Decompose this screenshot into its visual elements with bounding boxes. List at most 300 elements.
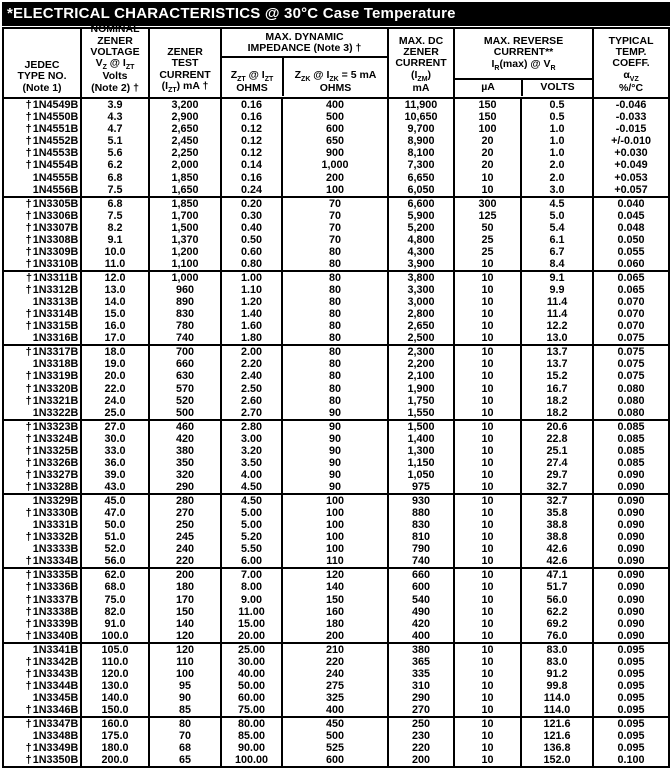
cell-ir_max_ua: 20: [454, 147, 521, 159]
cell-zzt_at_izt_ohms: 4.00: [221, 469, 282, 481]
table-row: [3, 519, 669, 531]
dagger-mark: †: [25, 456, 32, 469]
cell-jedec-type-no: [3, 123, 81, 135]
cell-vr_volts: 11.4: [521, 308, 593, 320]
cell-jedec-type-no: [3, 258, 81, 271]
cell-max_dc_zener_current: 790: [388, 543, 454, 555]
table-row: [3, 135, 669, 147]
cell-zzt_at_izt_ohms: 40.00: [221, 668, 282, 680]
cell-max_dc_zener_current: 8,900: [388, 135, 454, 147]
cell-zzk_at_izk_ohms: 90: [282, 481, 388, 494]
cell-vr_volts: 13.7: [521, 358, 593, 370]
cell-jedec-type-no: [3, 457, 81, 469]
part-number: 1N3334B: [32, 555, 79, 568]
cell-ir_max_ua: 10: [454, 555, 521, 568]
zzk-formula: $Z_{ZK}$ @ $I_{ZK} = 5$ mA: [294, 68, 377, 83]
cell-zzk_at_izk_ohms: 110: [282, 555, 388, 568]
part-number: 1N3319B: [32, 370, 79, 383]
dagger-mark: †: [25, 283, 32, 296]
cell-vr_volts: 15.2: [521, 370, 593, 382]
cell-zzt_at_izt_ohms: 2.20: [221, 358, 282, 370]
cell-ir_max_ua: 10: [454, 643, 521, 656]
cell-jedec-type-no: [3, 320, 81, 332]
table-row: [3, 284, 669, 296]
cell-temp_coeff: 0.080: [593, 407, 669, 420]
cell-ir_max_ua: 10: [454, 704, 521, 717]
col-header-typical-temp-coeff: TYPICAL TEMP. COEFF. $\alpha_{VZ}$ %/°C: [593, 28, 669, 98]
cell-zzk_at_izk_ohms: 80: [282, 296, 388, 308]
table-row: [3, 469, 669, 481]
cell-nominal_zener_voltage: 30.0: [81, 433, 149, 445]
cell-temp_coeff: +/-0.010: [593, 135, 669, 147]
cell-nominal_zener_voltage: 7.5: [81, 210, 149, 222]
cell-nominal_zener_voltage: 22.0: [81, 383, 149, 395]
cell-jedec-type-no: [3, 568, 81, 581]
dagger-mark: †: [25, 629, 32, 642]
col-header-jedec-type: JEDEC TYPE NO. (Note 1): [3, 28, 81, 98]
cell-temp_coeff: 0.090: [593, 531, 669, 543]
part-number: 1N3312B: [32, 283, 79, 296]
datasheet-table: [2, 23, 670, 768]
cell-zzk_at_izk_ohms: 140: [282, 581, 388, 593]
cell-zener_test_current: 570: [149, 383, 221, 395]
cell-zener_test_current: 100: [149, 668, 221, 680]
cell-vr_volts: 91.2: [521, 668, 593, 680]
cell-jedec-type-no: [3, 581, 81, 593]
cell-jedec-type-no: [3, 284, 81, 296]
cell-max_dc_zener_current: 1,500: [388, 420, 454, 433]
cell-temp_coeff: 0.048: [593, 222, 669, 234]
cell-max_dc_zener_current: 250: [388, 717, 454, 730]
cell-temp_coeff: +0.057: [593, 184, 669, 197]
cell-vr_volts: 99.8: [521, 680, 593, 692]
cell-ir_max_ua: 10: [454, 568, 521, 581]
cell-nominal_zener_voltage: 25.0: [81, 407, 149, 420]
table-row: [3, 668, 669, 680]
cell-vr_volts: 27.4: [521, 457, 593, 469]
cell-temp_coeff: 0.090: [593, 594, 669, 606]
cell-temp_coeff: 0.070: [593, 296, 669, 308]
cell-zener_test_current: 280: [149, 494, 221, 507]
cell-vr_volts: 32.7: [521, 481, 593, 494]
dagger-mark: †: [25, 221, 32, 234]
cell-max_dc_zener_current: 1,150: [388, 457, 454, 469]
cell-zener_test_current: 90: [149, 692, 221, 704]
cell-zener_test_current: 780: [149, 320, 221, 332]
cell-zzk_at_izk_ohms: 650: [282, 135, 388, 147]
cell-vr_volts: 9.1: [521, 271, 593, 284]
cell-zener_test_current: 420: [149, 433, 221, 445]
cell-zener_test_current: 110: [149, 656, 221, 668]
cell-zener_test_current: 830: [149, 308, 221, 320]
cell-zener_test_current: 68: [149, 742, 221, 754]
cell-jedec-type-no: [3, 445, 81, 457]
part-number: 1N3321B: [32, 394, 79, 407]
cell-nominal_zener_voltage: 13.0: [81, 284, 149, 296]
cell-zzt_at_izt_ohms: 7.00: [221, 568, 282, 581]
cell-ir_max_ua: 25: [454, 246, 521, 258]
cell-jedec-type-no: [3, 630, 81, 643]
izt-formula: $(I_{ZT})$ mA †: [161, 79, 209, 94]
dagger-mark: †: [25, 382, 32, 395]
cell-nominal_zener_voltage: 100.0: [81, 630, 149, 643]
cell-jedec-type-no: [3, 668, 81, 680]
part-number: 1N3349B: [32, 742, 79, 755]
cell-ir_max_ua: 10: [454, 531, 521, 543]
cell-max_dc_zener_current: 2,500: [388, 332, 454, 345]
part-number: 1N3331B: [32, 519, 79, 532]
table-row: [3, 258, 669, 271]
cell-jedec-type-no: [3, 606, 81, 618]
part-number: 1N3337B: [32, 593, 79, 606]
cell-max_dc_zener_current: 2,650: [388, 320, 454, 332]
cell-zzk_at_izk_ohms: 600: [282, 754, 388, 767]
cell-temp_coeff: 0.085: [593, 445, 669, 457]
cell-zzt_at_izt_ohms: 75.00: [221, 704, 282, 717]
cell-jedec-type-no: [3, 433, 81, 445]
part-number: 1N3348B: [32, 730, 79, 743]
cell-temp_coeff: 0.090: [593, 507, 669, 519]
cell-zzt_at_izt_ohms: 0.16: [221, 98, 282, 111]
cell-zzk_at_izk_ohms: 900: [282, 147, 388, 159]
cell-zzk_at_izk_ohms: 80: [282, 284, 388, 296]
cell-max_dc_zener_current: 1,300: [388, 445, 454, 457]
cell-temp_coeff: 0.065: [593, 271, 669, 284]
device-group-9: [3, 717, 669, 767]
cell-zzk_at_izk_ohms: 400: [282, 704, 388, 717]
cell-nominal_zener_voltage: 17.0: [81, 332, 149, 345]
cell-ir_max_ua: 125: [454, 210, 521, 222]
cell-vr_volts: 42.6: [521, 555, 593, 568]
cell-ir_max_ua: 10: [454, 420, 521, 433]
part-number: 1N3307B: [32, 221, 79, 234]
part-number: 1N3315B: [32, 320, 79, 333]
cell-nominal_zener_voltage: 200.0: [81, 754, 149, 767]
device-group-1: [3, 98, 669, 197]
cell-ir_max_ua: 10: [454, 407, 521, 420]
cell-max_dc_zener_current: 4,800: [388, 234, 454, 246]
cell-ir_max_ua: 10: [454, 433, 521, 445]
cell-max_dc_zener_current: 660: [388, 568, 454, 581]
cell-nominal_zener_voltage: 56.0: [81, 555, 149, 568]
cell-ir_max_ua: 50: [454, 222, 521, 234]
dagger-mark: †: [25, 370, 32, 383]
cell-jedec-type-no: [3, 135, 81, 147]
part-number: 1N3327B: [32, 469, 79, 482]
cell-max_dc_zener_current: 6,650: [388, 171, 454, 183]
zzt-formula: $Z_{ZT}$ @ $I_{ZT}$: [230, 68, 274, 83]
table-row: [3, 494, 669, 507]
cell-zzt_at_izt_ohms: 1.10: [221, 284, 282, 296]
cell-temp_coeff: 0.060: [593, 258, 669, 271]
part-number: 1N3330B: [32, 507, 79, 520]
cell-nominal_zener_voltage: 24.0: [81, 395, 149, 407]
cell-max_dc_zener_current: 600: [388, 581, 454, 593]
cell-zener_test_current: 150: [149, 606, 221, 618]
part-number: 1N3344B: [32, 680, 79, 693]
table-row: [3, 332, 669, 345]
cell-vr_volts: 6.7: [521, 246, 593, 258]
cell-zener_test_current: 65: [149, 754, 221, 767]
cell-nominal_zener_voltage: 16.0: [81, 320, 149, 332]
cell-nominal_zener_voltage: 68.0: [81, 581, 149, 593]
cell-ir_max_ua: 10: [454, 332, 521, 345]
cell-jedec-type-no: [3, 481, 81, 494]
cell-zzk_at_izk_ohms: 90: [282, 420, 388, 433]
cell-jedec-type-no: [3, 222, 81, 234]
dagger-mark: †: [25, 135, 32, 148]
cell-ir_max_ua: 10: [454, 507, 521, 519]
ir-formula: $I_R(\max)$ @ $V_R$: [491, 57, 556, 72]
cell-zener_test_current: 700: [149, 345, 221, 358]
cell-ir_max_ua: 10: [454, 445, 521, 457]
cell-zener_test_current: 2,900: [149, 111, 221, 123]
cell-zzt_at_izt_ohms: 30.00: [221, 656, 282, 668]
cell-temp_coeff: 0.070: [593, 320, 669, 332]
part-number: 1N3340B: [32, 629, 79, 642]
cell-max_dc_zener_current: 310: [388, 680, 454, 692]
cell-vr_volts: 56.0: [521, 594, 593, 606]
part-number: 1N3320B: [32, 382, 79, 395]
cell-nominal_zener_voltage: 160.0: [81, 717, 149, 730]
table-row: [3, 680, 669, 692]
dagger-mark: †: [25, 209, 32, 222]
cell-zzt_at_izt_ohms: 2.60: [221, 395, 282, 407]
cell-zzk_at_izk_ohms: 180: [282, 618, 388, 630]
cell-max_dc_zener_current: 8,100: [388, 147, 454, 159]
cell-nominal_zener_voltage: 50.0: [81, 519, 149, 531]
cell-nominal_zener_voltage: 120.0: [81, 668, 149, 680]
table-row: [3, 111, 669, 123]
cell-vr_volts: 5.4: [521, 222, 593, 234]
cell-temp_coeff: +0.030: [593, 147, 669, 159]
cell-zzk_at_izk_ohms: 220: [282, 656, 388, 668]
cell-ir_max_ua: 10: [454, 742, 521, 754]
part-number: 1N3316B: [32, 332, 79, 345]
cell-zzt_at_izt_ohms: 1.60: [221, 320, 282, 332]
cell-max_dc_zener_current: 540: [388, 594, 454, 606]
table-row: [3, 234, 669, 246]
cell-ir_max_ua: 10: [454, 469, 521, 481]
device-group-6: [3, 494, 669, 568]
cell-zzt_at_izt_ohms: 85.00: [221, 730, 282, 742]
table-row: [3, 457, 669, 469]
cell-max_dc_zener_current: 7,300: [388, 159, 454, 171]
cell-temp_coeff: 0.075: [593, 345, 669, 358]
cell-zener_test_current: 1,200: [149, 246, 221, 258]
dagger-mark: †: [25, 718, 32, 731]
part-number: 1N3342B: [32, 655, 79, 668]
cell-zzk_at_izk_ohms: 100: [282, 507, 388, 519]
cell-jedec-type-no: [3, 98, 81, 111]
table-row: [3, 171, 669, 183]
cell-nominal_zener_voltage: 110.0: [81, 656, 149, 668]
cell-zzk_at_izk_ohms: 150: [282, 594, 388, 606]
dagger-mark: †: [25, 394, 32, 407]
cell-max_dc_zener_current: 290: [388, 692, 454, 704]
cell-temp_coeff: +0.053: [593, 171, 669, 183]
cell-zener_test_current: 1,650: [149, 184, 221, 197]
cell-nominal_zener_voltage: 45.0: [81, 494, 149, 507]
part-number: 1N3326B: [32, 456, 79, 469]
cell-zzt_at_izt_ohms: 1.80: [221, 332, 282, 345]
cell-max_dc_zener_current: 975: [388, 481, 454, 494]
cell-zzt_at_izt_ohms: 3.20: [221, 445, 282, 457]
cell-zzt_at_izt_ohms: 15.00: [221, 618, 282, 630]
cell-vr_volts: 136.8: [521, 742, 593, 754]
cell-max_dc_zener_current: 270: [388, 704, 454, 717]
device-group-4: [3, 345, 669, 419]
cell-ir_max_ua: 10: [454, 284, 521, 296]
cell-vr_volts: 0.5: [521, 111, 593, 123]
cell-zzk_at_izk_ohms: 80: [282, 358, 388, 370]
cell-temp_coeff: 0.090: [593, 543, 669, 555]
cell-zzt_at_izt_ohms: 0.60: [221, 246, 282, 258]
cell-jedec-type-no: [3, 656, 81, 668]
table-row: [3, 555, 669, 568]
cell-zener_test_current: 890: [149, 296, 221, 308]
dagger-mark: †: [25, 655, 32, 668]
cell-zzt_at_izt_ohms: 1.20: [221, 296, 282, 308]
table-row: [3, 754, 669, 767]
cell-zzk_at_izk_ohms: 100: [282, 184, 388, 197]
part-number: 1N3317B: [32, 346, 79, 359]
cell-jedec-type-no: [3, 234, 81, 246]
cell-jedec-type-no: [3, 594, 81, 606]
cell-zener_test_current: 2,250: [149, 147, 221, 159]
cell-zzt_at_izt_ohms: 2.40: [221, 370, 282, 382]
cell-zener_test_current: 1,000: [149, 271, 221, 284]
cell-temp_coeff: 0.045: [593, 210, 669, 222]
cell-ir_max_ua: 10: [454, 668, 521, 680]
table-row: [3, 433, 669, 445]
cell-nominal_zener_voltage: 10.0: [81, 246, 149, 258]
cell-vr_volts: 0.5: [521, 98, 593, 111]
dagger-mark: †: [25, 257, 32, 270]
cell-temp_coeff: 0.085: [593, 457, 669, 469]
table-row: [3, 407, 669, 420]
cell-zzt_at_izt_ohms: 100.00: [221, 754, 282, 767]
device-group-2: [3, 197, 669, 271]
cell-nominal_zener_voltage: 9.1: [81, 234, 149, 246]
table-row: [3, 246, 669, 258]
table-row: [3, 531, 669, 543]
izm-formula: $(I_{ZM})$: [411, 68, 432, 83]
part-number: 1N3332B: [32, 531, 79, 544]
cell-temp_coeff: 0.095: [593, 656, 669, 668]
cell-zener_test_current: 1,500: [149, 222, 221, 234]
cell-nominal_zener_voltage: 6.8: [81, 171, 149, 183]
cell-ir_max_ua: 10: [454, 656, 521, 668]
cell-vr_volts: 3.0: [521, 184, 593, 197]
cell-vr_volts: 12.2: [521, 320, 593, 332]
cell-zzt_at_izt_ohms: 1.40: [221, 308, 282, 320]
cell-temp_coeff: 0.070: [593, 308, 669, 320]
cell-zzt_at_izt_ohms: 0.20: [221, 197, 282, 210]
cell-jedec-type-no: [3, 680, 81, 692]
cell-max_dc_zener_current: 1,750: [388, 395, 454, 407]
cell-vr_volts: 62.2: [521, 606, 593, 618]
dagger-mark: †: [25, 197, 32, 210]
cell-zzk_at_izk_ohms: 80: [282, 370, 388, 382]
cell-zener_test_current: 2,450: [149, 135, 221, 147]
cell-ir_max_ua: 10: [454, 296, 521, 308]
dagger-mark: †: [25, 481, 32, 494]
cell-nominal_zener_voltage: 27.0: [81, 420, 149, 433]
table-row: [3, 308, 669, 320]
cell-ir_max_ua: 10: [454, 543, 521, 555]
cell-zzk_at_izk_ohms: 80: [282, 308, 388, 320]
cell-max_dc_zener_current: 3,300: [388, 284, 454, 296]
cell-zener_test_current: 200: [149, 568, 221, 581]
dagger-mark: †: [25, 320, 32, 333]
cell-nominal_zener_voltage: 5.6: [81, 147, 149, 159]
cell-temp_coeff: 0.095: [593, 730, 669, 742]
cell-zzt_at_izt_ohms: 0.12: [221, 123, 282, 135]
cell-ir_max_ua: 10: [454, 358, 521, 370]
cell-ir_max_ua: 150: [454, 111, 521, 123]
cell-jedec-type-no: [3, 730, 81, 742]
cell-zzt_at_izt_ohms: 0.80: [221, 258, 282, 271]
dagger-mark: †: [25, 444, 32, 457]
cell-vr_volts: 38.8: [521, 531, 593, 543]
cell-zzk_at_izk_ohms: 70: [282, 234, 388, 246]
cell-jedec-type-no: [3, 184, 81, 197]
part-number: 1N3311B: [32, 271, 79, 284]
cell-nominal_zener_voltage: 39.0: [81, 469, 149, 481]
cell-zener_test_current: 380: [149, 445, 221, 457]
cell-zzk_at_izk_ohms: 1,000: [282, 159, 388, 171]
cell-temp_coeff: 0.040: [593, 197, 669, 210]
table-row: [3, 606, 669, 618]
cell-zener_test_current: 2,000: [149, 159, 221, 171]
cell-ir_max_ua: 10: [454, 184, 521, 197]
cell-jedec-type-no: [3, 395, 81, 407]
dagger-mark: †: [25, 605, 32, 618]
cell-max_dc_zener_current: 2,300: [388, 345, 454, 358]
cell-zener_test_current: 320: [149, 469, 221, 481]
dagger-mark: †: [25, 507, 32, 520]
cell-ir_max_ua: 10: [454, 370, 521, 382]
cell-max_dc_zener_current: 830: [388, 519, 454, 531]
cell-vr_volts: 121.6: [521, 730, 593, 742]
cell-ir_max_ua: 10: [454, 171, 521, 183]
part-number: 1N4555B: [32, 171, 79, 184]
col-header-vr-volts: VOLTS: [521, 80, 592, 96]
cell-jedec-type-no: [3, 370, 81, 382]
cell-jedec-type-no: [3, 210, 81, 222]
table-row: [3, 543, 669, 555]
cell-zzk_at_izk_ohms: 80: [282, 395, 388, 407]
cell-nominal_zener_voltage: 91.0: [81, 618, 149, 630]
table-row: [3, 210, 669, 222]
dagger-mark: †: [25, 667, 32, 680]
cell-zzk_at_izk_ohms: 200: [282, 171, 388, 183]
cell-ir_max_ua: 10: [454, 345, 521, 358]
cell-jedec-type-no: [3, 469, 81, 481]
cell-zzt_at_izt_ohms: 11.00: [221, 606, 282, 618]
cell-temp_coeff: 0.090: [593, 519, 669, 531]
cell-max_dc_zener_current: 380: [388, 643, 454, 656]
part-number: 1N4552B: [32, 135, 79, 148]
dagger-mark: †: [25, 147, 32, 160]
cell-ir_max_ua: 10: [454, 481, 521, 494]
dagger-mark: †: [25, 680, 32, 693]
cell-zener_test_current: 350: [149, 457, 221, 469]
cell-jedec-type-no: [3, 704, 81, 717]
device-group-3: [3, 271, 669, 345]
part-number: 1N3336B: [32, 581, 79, 594]
